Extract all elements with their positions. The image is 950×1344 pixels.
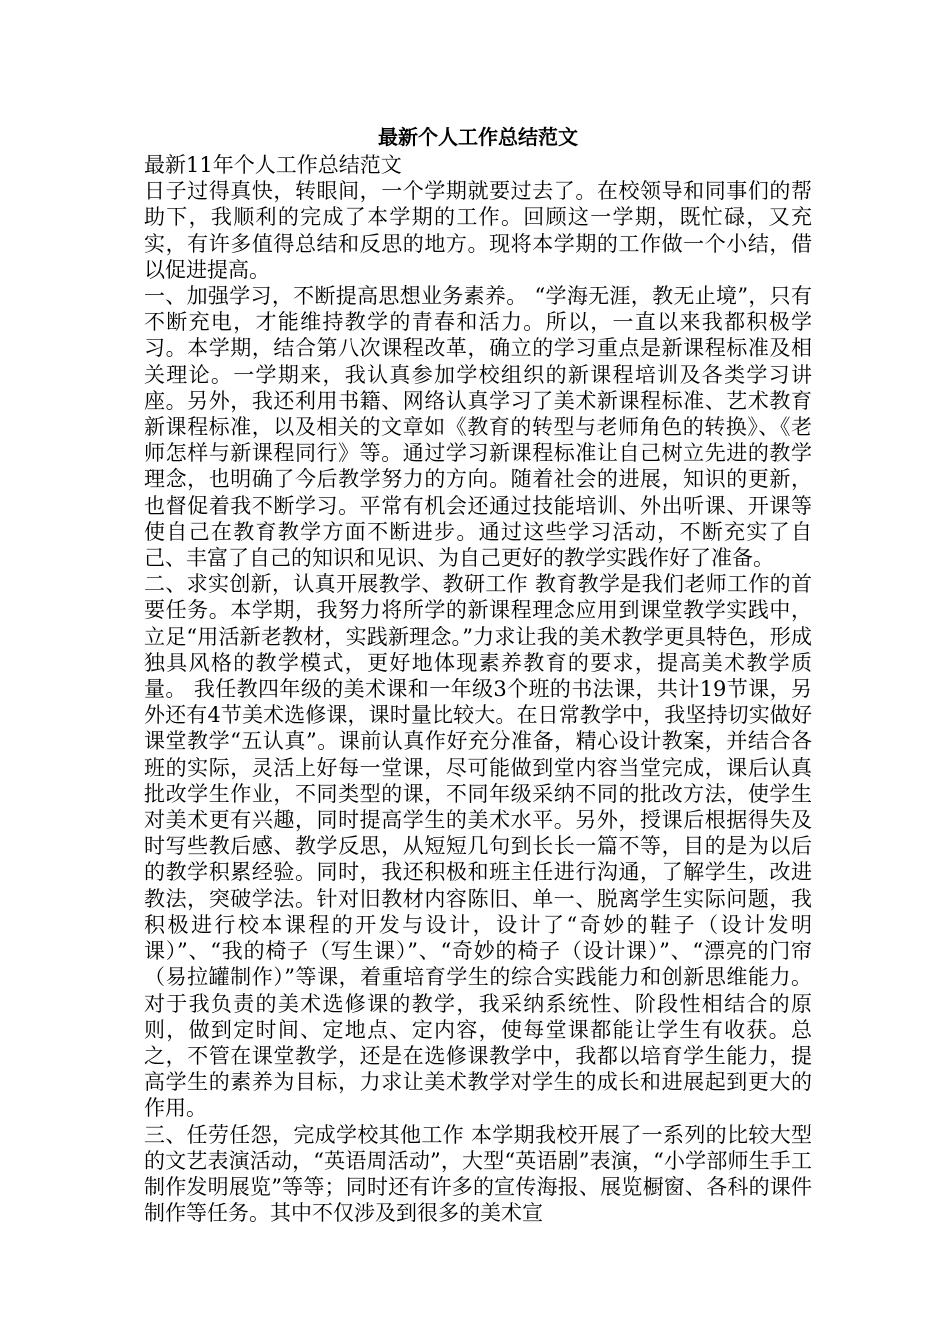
- subtitle-paragraph: 最新11年个人工作总结范文: [144, 153, 402, 177]
- section-3-paragraph: 三、任劳任怨，完成学校其他工作 本学期我校开展了一系列的比较大型的文艺表演活动，“英语周活动”，大型“英语剧”表演，“小学部师生手工制作发明展览”等等；同时还有许多的宣传海报、展览橱窗、各科的课件制作等任务。其中不仅涉及到很多的美术宣: [144, 1122, 812, 1226]
- document-title: 最新个人工作总结范文: [378, 125, 578, 149]
- document-page: [144, 124, 812, 1226]
- section-2-paragraph: 二、求实创新，认真开展教学、教研工作 教育教学是我们老师工作的首要任务。本学期，我努力将所学的新课程理念应用到课堂教学实践中，立足“用活新老教材，实践新理念。”力求让我的美术教学更具特色，形成独具风格的教学模式，更好地体现素养教育的要求，提高美术教学质量。 我任教四年级的美术课和一年级3个班的书法课，共计19节课，另外还有4节美术选修课，课时量比较大。在日常教学中，我坚持切实做好课堂教学“五认真”。课前认真作好充分准备，精心设计教案，并结合各班的实际，灵活上好每一堂课，尽可能做到堂内容当堂完成，课后认真批改学生作业，不同类型的课，不同年级采纳不同的批改方法，使学生对美术更有兴趣，同时提高学生的美术水平。另外，授课后根据得失及时写些教后感、教学反思，从短短几句到长长一篇不等，目的是为以后的教学积累经验。同时，我还积极和班主任进行沟通，了解学生，改进教法，突破学法。针对旧教材内容陈旧、单一、脱离学生实际问题，我积极进行校本课程的开发与设计，设计了“奇妙的鞋子（设计发明课）”、“我的椅子（写生课）”、“奇妙的椅子（设计课）”、“漂亮的门帘（易拉罐制作）”等课，着重培育学生的综合实践能力和创新思维能力。 对于我负责的美术选修课的教学，我采纳系统性、阶段性相结合的原则，做到定时间、定地点、定内容，使每堂课都能让学生有收获。总之，不管在课堂教学，还是在选修课教学中，我都以培育学生能力，提高学生的素养为目标，力求让美术教学对学生的成长和进展起到更大的作用。: [144, 572, 812, 1121]
- intro-paragraph: 日子过得真快，转眼间，一个学期就要过去了。在校领导和同事们的帮助下，我顺利的完成了本学期的工作。回顾这一学期，既忙碌，又充实，有许多值得总结和反思的地方。现将本学期的工作做一个小结，借以促进提高。: [144, 179, 812, 282]
- section-1-paragraph: 一、加强学习，不断提高思想业务素养。 “学海无涯，教无止境”，只有不断充电，才能维持教学的青春和活力。所以，一直以来我都积极学习。本学期，结合第八次课程改革，确立的学习重点是新课程标准及相关理论。一学期来，我认真参加学校组织的新课程培训及各类学习讲座。另外，我还利用书籍、网络认真学习了美术新课程标准、艺术教育新课程标准，以及相关的文章如《教育的转型与老师角色的转换》、《老师怎样与新课程同行》等。通过学习新课程标准让自己树立先进的教学理念，也明确了今后教学努力的方向。随着社会的进展，知识的更新，也督促着我不断学习。平常有机会还通过技能培训、外出听课、开课等使自己在教育教学方面不断进步。通过这些学习活动，不断充实了自己、丰富了自己的知识和见识、为自己更好的教学实践作好了准备。: [144, 284, 812, 571]
